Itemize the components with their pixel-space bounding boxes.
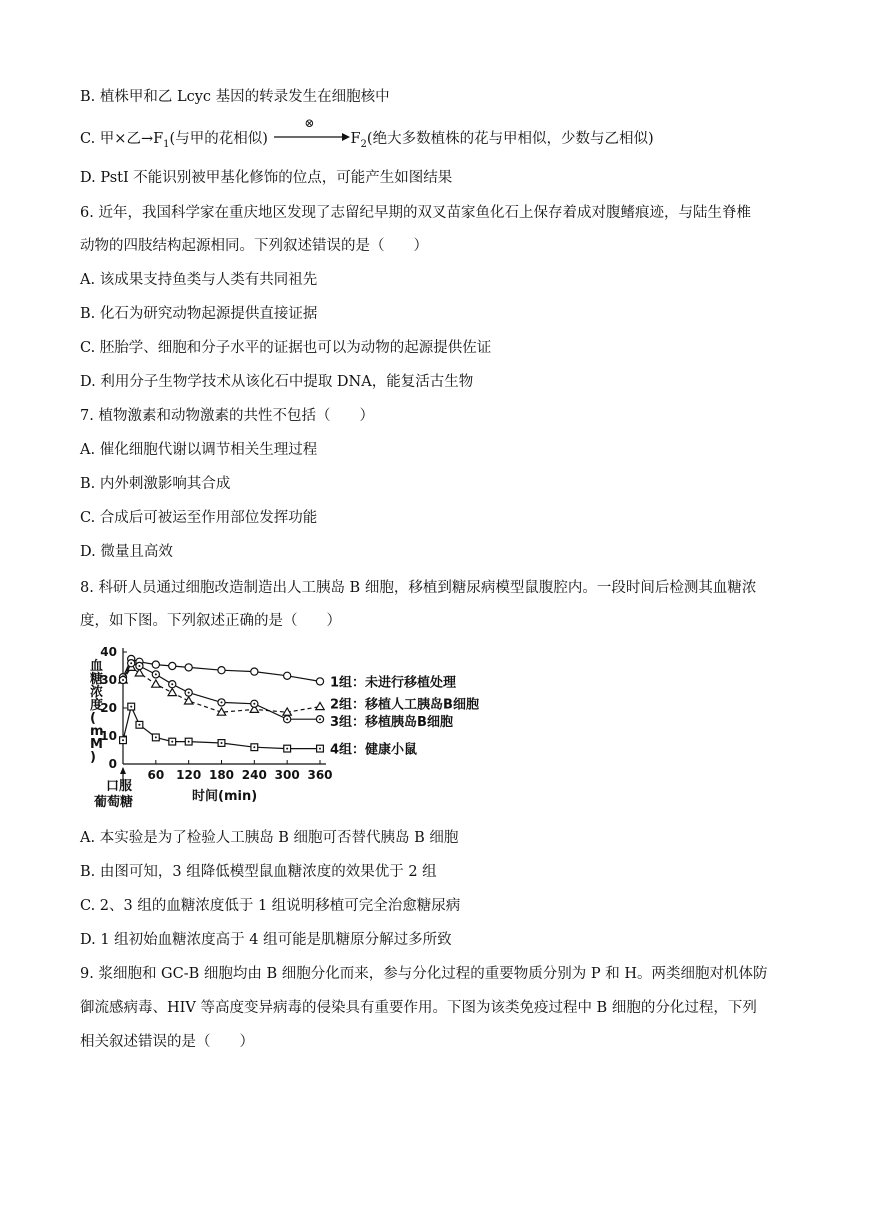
y-tick-label: 20 [100, 701, 117, 715]
point-g2 [168, 688, 176, 695]
point-g2 [184, 697, 192, 704]
point-g1 [284, 672, 291, 679]
x-tick-label: 60 [147, 768, 165, 782]
y-axis-label [89, 658, 104, 765]
q5-option-c [80, 116, 654, 155]
x-tick-label: 240 [241, 768, 267, 782]
point-g4-dot [221, 742, 223, 744]
q6-stem-line2: 动物的四肢结构起源相同。下列叙述错误的是（ ） [80, 238, 428, 254]
q7-option-b: B. 内外刺激影响其合成 [80, 476, 231, 492]
q8-stem-line1: 8. 科研人员通过细胞改造制造出人工胰岛 B 细胞，移植到糖尿病模型鼠腹腔内。一段时间后检测其血糖浓 [80, 580, 757, 596]
y-tick-label: 10 [100, 729, 117, 743]
q6-stem-line1: 6. 近年，我国科学家在重庆地区发现了志留纪早期的双叉苗家鱼化石上保存着成对腹鳍痕迹，与陆生脊椎 [80, 205, 751, 221]
legend-label-4: 4组：健康小鼠 [330, 742, 418, 758]
q5c-sub2: 2 [360, 138, 367, 150]
point-g1 [251, 668, 258, 675]
point-g3-dot [155, 673, 157, 675]
x-tick-label: 180 [208, 768, 235, 782]
legend-label-1: 1组：未进行移植处理 [330, 675, 457, 691]
point-g3-dot [171, 683, 173, 685]
point-g3-dot [286, 718, 288, 720]
point-g4-dot [253, 746, 255, 748]
point-g4-dot [130, 706, 132, 708]
point-g1 [218, 667, 225, 674]
annotation-glucose: 葡萄糖 [94, 795, 134, 810]
x-tick-label: 360 [307, 768, 333, 782]
q9-stem-line2: 御流感病毒、HIV 等高度变异病毒的侵染具有重要作用。下图为该类免疫过程中 B 细胞的分化过程，下列 [80, 1000, 757, 1016]
point-g2 [152, 680, 160, 687]
q7-option-d: D. 微量且高效 [80, 544, 173, 560]
legend-label-3: 3组：移植胰岛B细胞 [330, 715, 453, 731]
q5c-prefix: C. 甲×乙→F [80, 131, 164, 147]
point-g1 [169, 662, 176, 669]
point-g4-dot [122, 739, 124, 741]
q6-option-a: A. 该成果支持鱼类与人类有共同祖先 [80, 272, 318, 288]
q8-option-a: A. 本实验是为了检验人工胰岛 B 细胞可否替代胰岛 B 细胞 [80, 830, 459, 846]
point-g2 [316, 702, 324, 709]
selfing-arrow [272, 116, 350, 145]
point-g4-dot [171, 741, 173, 743]
point-g3-dot [319, 718, 321, 720]
y-axis-label-char: 度 [90, 698, 104, 713]
y-axis-label-char: 血 [90, 659, 104, 674]
selfing-symbol: ⊗ [304, 116, 315, 130]
q5c-middle: (与甲的花相似) [169, 131, 268, 147]
point-g1 [152, 661, 159, 668]
q7-option-c: C. 合成后可被运至作用部位发挥功能 [80, 510, 318, 526]
q5c-suffix: (绝大多数植株的花与甲相似，少数与乙相似) [366, 131, 654, 147]
y-tick-label: 40 [100, 645, 117, 659]
y-axis-label-char: 糖 [90, 672, 104, 687]
q6-option-b: B. 化石为研究动物起源提供直接证据 [80, 306, 318, 322]
q5c-f: F [350, 131, 361, 147]
point-g1 [185, 664, 192, 671]
point-g4-dot [155, 736, 157, 738]
q7-option-a: A. 催化细胞代谢以调节相关生理过程 [80, 442, 318, 458]
intake-arrow-head [120, 767, 126, 774]
q7-stem: 7. 植物激素和动物激素的共性不包括（ ） [80, 408, 374, 424]
q8-option-b: B. 由图可知，3 组降低模型鼠血糖浓度的效果优于 2 组 [80, 864, 437, 880]
y-tick-label: 0 [108, 757, 117, 771]
y-tick-label: 30 [100, 673, 117, 687]
q9-stem-line3: 相关叙述错误的是（ ） [80, 1034, 254, 1050]
q6-option-d: D. 利用分子生物学技术从该化石中提取 DNA，能复活古生物 [80, 374, 474, 390]
point-g3-dot [130, 662, 132, 664]
point-g1 [316, 678, 323, 685]
point-g4-dot [319, 748, 321, 750]
blood-glucose-chart [80, 640, 520, 810]
q5c-sub1: 1 [163, 138, 170, 150]
point-g4-dot [138, 724, 140, 726]
q6-option-c: C. 胚胎学、细胞和分子水平的证据也可以为动物的起源提供佐证 [80, 340, 492, 356]
y-axis-label-char: 浓 [90, 685, 104, 700]
q8-option-d: D. 1 组初始血糖浓度高于 4 组可能是肌糖原分解过多所致 [80, 932, 452, 948]
y-axis-label-char: ( [90, 711, 96, 726]
x-tick-label: 300 [274, 768, 300, 782]
point-g4-dot [188, 741, 190, 743]
q8-option-c: C. 2、3 组的血糖浓度低于 1 组说明移植可完全治愈糖尿病 [80, 898, 461, 914]
q5-option-b: B. 植株甲和乙 Lcyc 基因的转录发生在细胞核中 [80, 89, 390, 105]
point-g4-dot [286, 748, 288, 750]
point-g3-dot [253, 703, 255, 705]
chart-series [119, 655, 479, 757]
point-g3-dot [122, 679, 124, 681]
arrow-icon [272, 127, 350, 145]
y-axis-label-char: M [90, 737, 103, 752]
x-tick-label: 120 [176, 768, 202, 782]
q8-stem-line2: 度，如下图。下列叙述正确的是（ ） [80, 613, 341, 629]
annotation-oral: 口服 [106, 779, 133, 794]
point-g3-dot [221, 701, 223, 703]
point-g3-dot [188, 692, 190, 694]
point-g3-dot [138, 665, 140, 667]
y-axis-label-char: m [90, 724, 104, 739]
q9-stem-line1: 9. 浆细胞和 GC-B 细胞均由 B 细胞分化而来，参与分化过程的重要物质分别为 P 和 H。两类细胞对机体防 [80, 966, 768, 982]
x-axis-label: 时间(min) [192, 789, 258, 804]
legend-label-2: 2组：移植人工胰岛B细胞 [330, 697, 479, 713]
q5-option-d: D. PstI 不能识别被甲基化修饰的位点，可能产生如图结果 [80, 170, 453, 186]
y-axis-label-char: ) [90, 750, 96, 765]
